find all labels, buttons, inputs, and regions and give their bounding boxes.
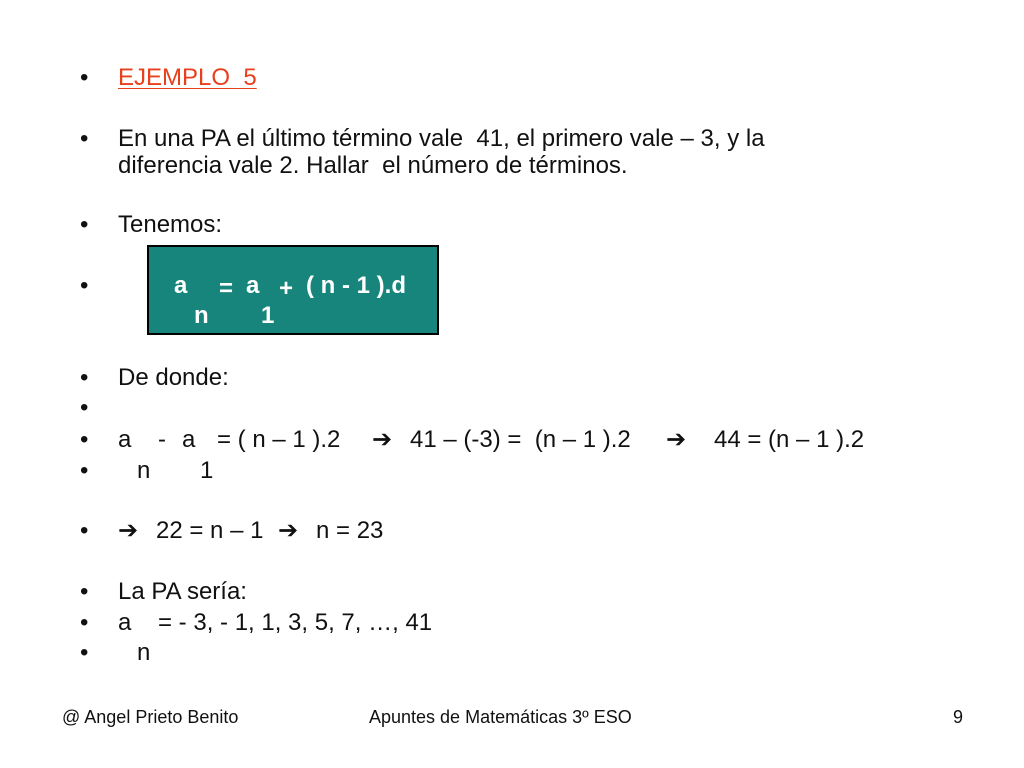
equation-simplified: 44 = (n – 1 ).2: [714, 426, 865, 453]
arrow-icon: ➔: [278, 517, 299, 544]
sequence-subscript-n: n: [137, 639, 151, 666]
bullet-marker: •: [80, 211, 89, 238]
arrow-icon: ➔: [666, 426, 687, 453]
result-step: 22 = n – 1: [156, 517, 264, 544]
bullet-marker: •: [80, 578, 89, 605]
formula-subscript-n: n: [194, 302, 209, 329]
equation-minus: -: [158, 426, 166, 453]
formula-rest: ( n - 1 ).d: [306, 272, 406, 299]
bullet-marker: •: [80, 609, 89, 636]
formula-subscript-1: 1: [261, 302, 275, 329]
equation-rhs: = ( n – 1 ).2: [217, 426, 341, 453]
footer-page-number: 9: [953, 707, 964, 727]
bullet-marker: •: [80, 64, 89, 91]
equation-subscript-n: n: [137, 457, 151, 484]
formula-box: [147, 245, 439, 335]
bullet-marker: •: [80, 272, 89, 299]
statement-line-2: diferencia vale 2. Hallar el número de términos.: [118, 152, 628, 179]
formula-plus: +: [279, 275, 294, 302]
bullet-marker: •: [80, 457, 89, 484]
bullet-marker: •: [80, 364, 89, 391]
equation-substitution: 41 – (-3) = (n – 1 ).2: [410, 426, 631, 453]
example-title: EJEMPLO 5: [118, 64, 257, 91]
bullet-marker: •: [80, 639, 89, 666]
sequence-a-n: a: [118, 609, 132, 636]
footer-course: Apuntes de Matemáticas 3º ESO: [369, 707, 632, 727]
sequence-values: = - 3, - 1, 1, 3, 5, 7, …, 41: [158, 609, 433, 636]
footer-author: @ Angel Prieto Benito: [62, 707, 239, 727]
de-donde-label: De donde:: [118, 364, 229, 391]
bullet-marker: •: [80, 125, 89, 152]
arrow-icon: ➔: [118, 517, 139, 544]
equation-subscript-1: 1: [200, 457, 214, 484]
bullet-marker: •: [80, 426, 89, 453]
arrow-icon: ➔: [372, 426, 393, 453]
bullet-marker: •: [80, 517, 89, 544]
formula-a-1: a: [246, 272, 260, 299]
formula-equals: =: [219, 275, 234, 302]
statement-line-1: En una PA el último término vale 41, el primero vale – 3, y la: [118, 125, 765, 152]
tenemos-label: Tenemos:: [118, 211, 223, 238]
equation-a-1: a: [182, 426, 196, 453]
equation-a-n: a: [118, 426, 132, 453]
result-answer: n = 23: [316, 517, 384, 544]
pa-label: La PA sería:: [118, 578, 247, 605]
bullet-marker: •: [80, 394, 89, 421]
formula-a-n: a: [174, 272, 188, 299]
